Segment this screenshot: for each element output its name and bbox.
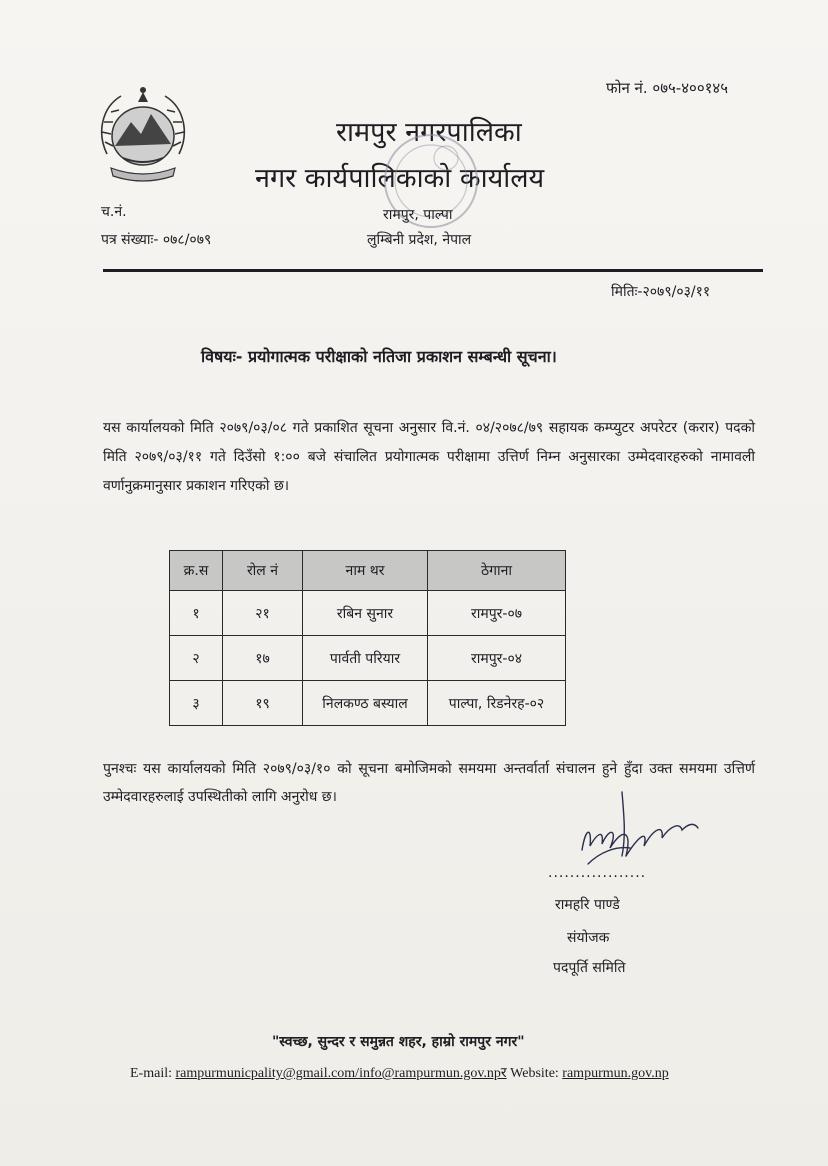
column-header-serial: क्र.स (170, 551, 223, 591)
table-cell: ३ (170, 681, 223, 726)
website-label: Website: (506, 1066, 563, 1081)
address-line-2: लुम्बिनी प्रदेश, नेपाल (367, 232, 472, 248)
nepal-emblem-icon (93, 84, 193, 188)
column-header-name: नाम थर (303, 551, 428, 591)
column-header-roll: रोल नं (223, 551, 303, 591)
table-header-row (170, 551, 566, 591)
municipality-title: रामपुर नगरपालिका (336, 117, 522, 148)
body-paragraph: यस कार्यालयको मिति २०७९/०३/०८ गते प्रकाशित सूचना अनुसार वि.नं. ०४/२०७८/७९ सहायक कम्प्युटर अपरेटर (करार) पदको मिति २०७९/०३/११ गते दिउँसो १:०० बजे संचालित प्रयोगात्मक परीक्षामा उत्तिर्ण निम्न अनुसारका उम्मेदवारहरुको नामावली वर्णानुक्रमानुसार प्रकाशन गरिएको छ। (103, 420, 755, 494)
phone-number: फोन नं. ०७५-४००१४५ (606, 79, 729, 97)
table-cell: पार्वती परियार (303, 636, 428, 681)
column-header-address: ठेगाना (428, 551, 566, 591)
address-line-1: रामपुर, पाल्पा (383, 207, 453, 223)
website-link[interactable]: rampurmun.gov.np (562, 1066, 669, 1081)
subject-line: विषयः- प्रयोगात्मक परीक्षाको नतिजा प्रकाशन सम्बन्धी सूचना। (201, 347, 557, 366)
table-cell: १७ (223, 636, 303, 681)
contact-footer (130, 1063, 669, 1082)
table-cell: रामपुर-०४ (428, 636, 566, 681)
table-cell: निलकण्ठ बस्याल (303, 681, 428, 726)
email-label: E-mail: (130, 1066, 176, 1081)
table-row (170, 636, 566, 681)
chalani-number-label: च.नं. (101, 204, 127, 220)
table-cell: १९ (223, 681, 303, 726)
table-cell: २ (170, 636, 223, 681)
table-cell: रबिन सुनार (303, 591, 428, 636)
signatory-name: रामहरि पाण्डे (555, 897, 620, 913)
table-cell: १ (170, 591, 223, 636)
table-row (170, 591, 566, 636)
table-cell: २१ (223, 591, 303, 636)
signatory-committee: पदपूर्ति समिति (553, 960, 626, 976)
postscript-note: पुनश्चः यस कार्यालयको मिति २०७९/०३/१० को सूचना बमोजिमको समयमा अन्तर्वार्ता संचालन हुने हुँदा उक्त समयमा उत्तिर्ण उम्मेदवारहरुलाई उपस्थितीको लागि अनुरोध छ। (103, 761, 755, 805)
letter-number: पत्र संख्याः- ०७८/०७९ (101, 232, 212, 248)
table-cell: रामपुर-०७ (428, 591, 566, 636)
table-row (170, 681, 566, 726)
header-divider (103, 269, 763, 272)
office-title: नगर कार्यपालिकाको कार्यालय (255, 163, 545, 194)
municipality-slogan: "स्वच्छ, सुन्दर र समुन्नत शहर, हाम्रो रामपुर नगर" (272, 1034, 525, 1050)
letter-date: मितिः-२०७९/०३/११ (611, 284, 711, 300)
table-cell: पाल्पा, रिडनेरह-०२ (428, 681, 566, 726)
results-table (169, 550, 566, 726)
signature-dotted-line: .................. (548, 865, 647, 881)
signatory-role: संयोजक (567, 930, 610, 946)
email-link[interactable]: rampurmunicpality@gmail.com/info@rampurmun.gov.npर (175, 1066, 507, 1081)
